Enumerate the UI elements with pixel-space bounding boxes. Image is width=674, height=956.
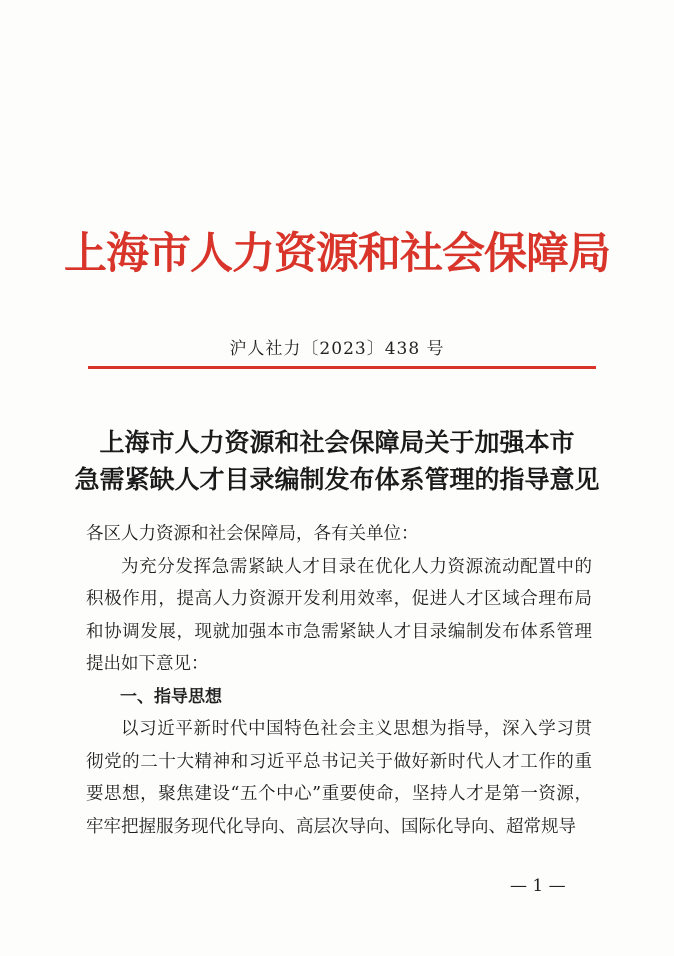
- salutation: 各区人力资源和社会保障局，各有关单位：: [86, 524, 419, 544]
- section-paragraph-guiding-ideology: 以习近平新时代中国特色社会主义思想为指导，深入学习贯彻党的二十大精神和习近平总书记关于做好新时代人才工作的重要思想，聚焦建设“五个中心”重要使命，坚持人才是第一资源，牢牢把握服务现代化导向、高层次导向、国际化导向、超常规导: [86, 719, 592, 837]
- section-heading-guiding-ideology: 一、指导思想: [120, 686, 222, 707]
- document-title-line-1: 上海市人力资源和社会保障局关于加强本市: [99, 428, 575, 457]
- page-number: — 1 —: [510, 876, 566, 896]
- document-body: [86, 518, 592, 843]
- document-title-line-2: 急需紧缺人才目录编制发布体系管理的指导意见: [74, 465, 600, 494]
- document-number: 沪人社力〔2023〕438 号: [229, 339, 445, 359]
- issuing-authority-title: 上海市人力资源和社会保障局: [64, 229, 610, 279]
- intro-paragraph: 为充分发挥急需紧缺人才目录在优化人力资源流动配置中的积极作用，提高人力资源开发利用效率，促进人才区域合理布局和协调发展，现就加强本市急需紧缺人才目录编制发布体系管理提出如下意见：: [86, 556, 592, 674]
- red-separator-line: [88, 366, 596, 369]
- document-title: [0, 424, 674, 498]
